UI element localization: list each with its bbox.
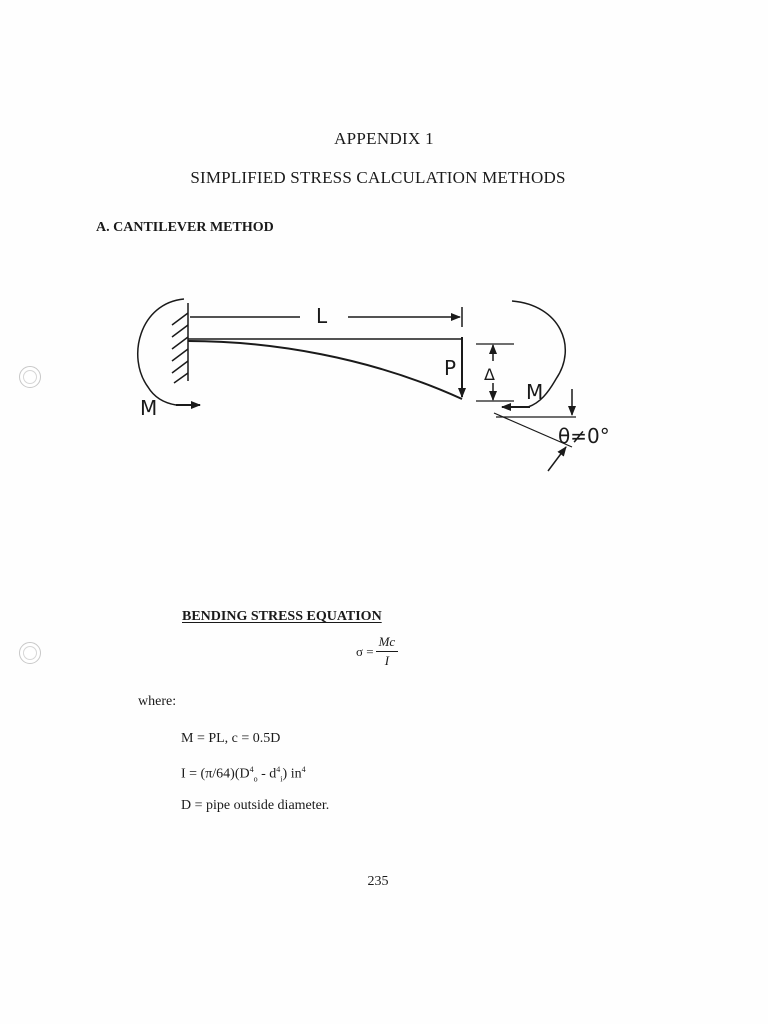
- inertia-middle: - d: [257, 766, 277, 782]
- binder-hole: [19, 642, 41, 664]
- definition-moment: M = PL, c = 0.5D: [181, 731, 281, 746]
- cantilever-diagram: [120, 285, 620, 485]
- where-label: where:: [138, 694, 177, 709]
- moment-label-left: M: [140, 396, 158, 420]
- inertia-unit-exponent: 4: [301, 765, 306, 774]
- section-heading: A. CANTILEVER METHOD: [96, 220, 274, 235]
- beam-deflected: [188, 341, 462, 399]
- formula-numerator: Mc: [376, 634, 399, 652]
- formula-fraction: [376, 634, 399, 669]
- inertia-exponent: 4: [276, 765, 281, 774]
- angle-label: θ≠0°: [558, 424, 610, 448]
- inertia-subscript: o: [253, 774, 258, 784]
- appendix-title: APPENDIX 1: [334, 129, 434, 148]
- bending-stress-formula: [356, 634, 398, 669]
- load-label: P: [444, 356, 457, 380]
- inertia-suffix: ) in: [282, 766, 302, 782]
- page-number: 235: [367, 874, 389, 889]
- formula-lhs: σ =: [356, 643, 374, 659]
- inertia-subscript: i: [280, 774, 283, 784]
- deflection-label: Δ: [484, 365, 495, 384]
- formula-denominator: I: [384, 653, 390, 668]
- inertia-exponent: 4: [249, 765, 254, 774]
- definition-diameter: D = pipe outside diameter.: [181, 798, 330, 813]
- document-subtitle: SIMPLIFIED STRESS CALCULATION METHODS: [190, 168, 566, 187]
- binder-hole: [19, 366, 41, 388]
- left-moment-arc: [138, 299, 184, 405]
- moment-label-right: M: [526, 380, 544, 404]
- definition-inertia: [181, 765, 306, 783]
- equation-heading: BENDING STRESS EQUATION: [182, 609, 382, 624]
- angle-arrow-up: [548, 447, 566, 471]
- length-label: L: [316, 304, 328, 328]
- fixed-wall: [172, 303, 188, 383]
- inertia-prefix: I = (π/64)(D: [181, 766, 250, 782]
